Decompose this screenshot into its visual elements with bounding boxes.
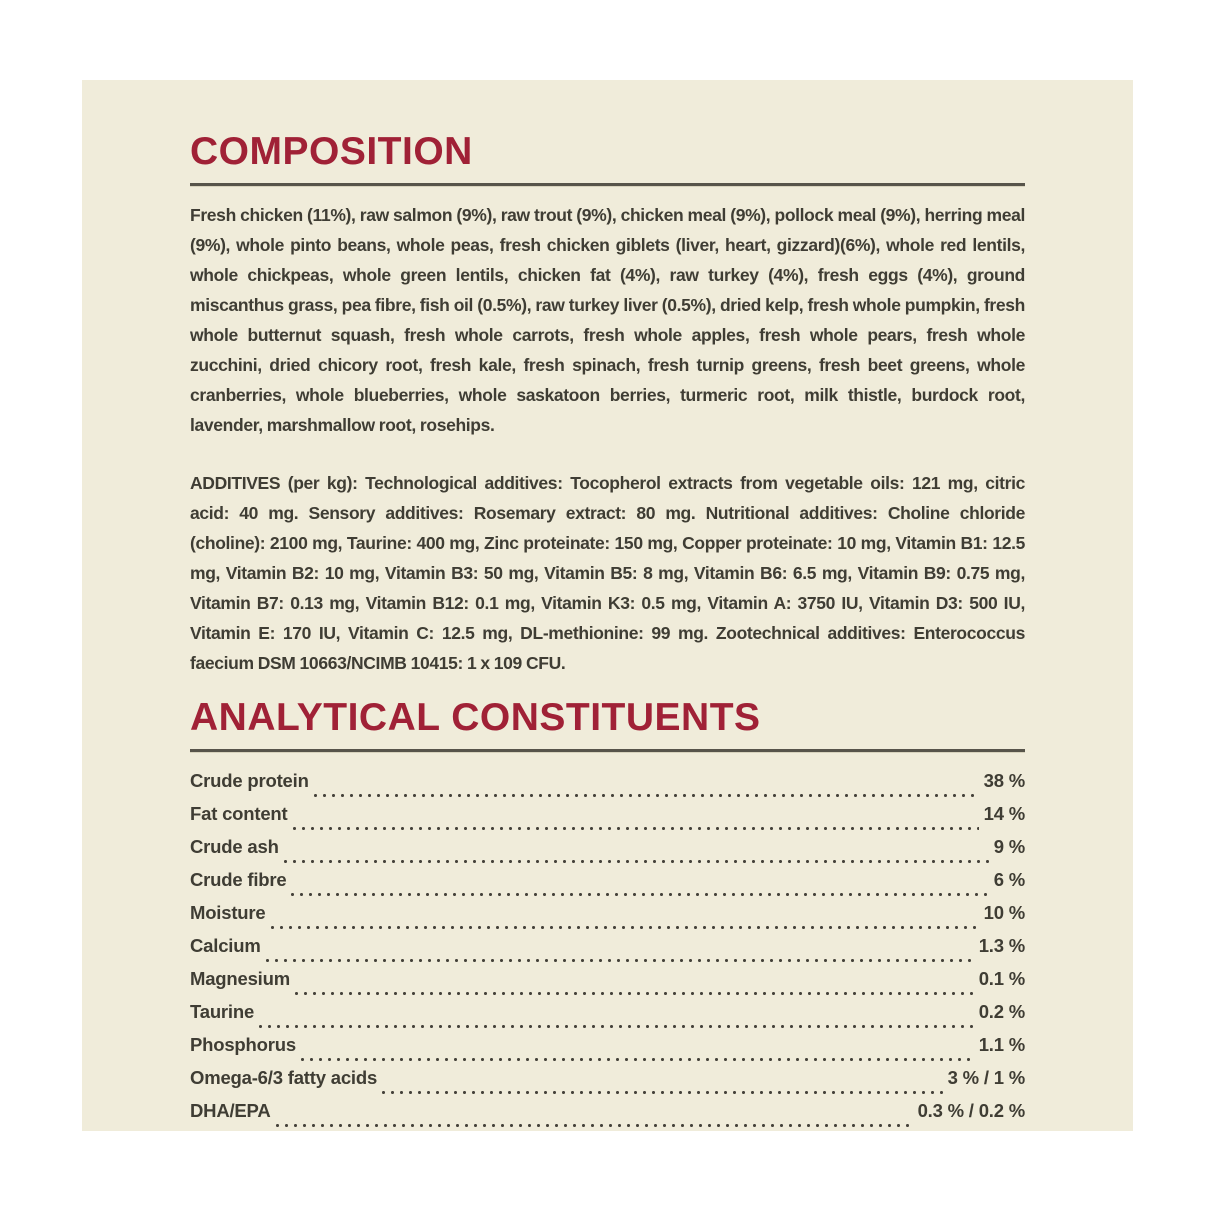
analytical-row-value: 3 % / 1 %	[947, 1067, 1025, 1088]
analytical-row-calcium	[190, 935, 1025, 968]
analytical-row-value: 14 %	[983, 803, 1025, 824]
analytical-row-value: 0.3 % / 0.2 %	[917, 1100, 1025, 1121]
analytical-row-phosphorus	[190, 1034, 1025, 1067]
analytical-row-moisture	[190, 902, 1025, 935]
dotted-leader	[314, 783, 979, 803]
analytical-row-value: 38 %	[983, 770, 1025, 791]
dotted-leader	[271, 915, 979, 935]
analytical-row-value: 0.2 %	[978, 1001, 1025, 1022]
analytical-row-value: 9 %	[993, 836, 1025, 857]
label-panel	[82, 80, 1133, 1131]
analytical-row-label: Fat content	[190, 803, 288, 824]
analytical-row-crude-ash	[190, 836, 1025, 869]
dotted-leader	[259, 1014, 974, 1034]
composition-divider	[190, 183, 1025, 187]
analytical-row-dha-epa	[190, 1100, 1025, 1131]
analytical-row-label: Crude fibre	[190, 869, 287, 890]
analytical-row-label: Magnesium	[190, 968, 290, 989]
analytical-row-label: DHA/EPA	[190, 1100, 271, 1121]
analytical-row-crude-fibre	[190, 869, 1025, 902]
dotted-leader	[295, 981, 974, 1001]
analytical-row-value: 1.3 %	[978, 935, 1025, 956]
analytical-title: ANALYTICAL CONSTITUENTS	[190, 696, 761, 739]
composition-ingredients-paragraph: Fresh chicken (11%), raw salmon (9%), raw trout (9%), chicken meal (9%), pollock meal (9%), herring meal (9%), whole pinto beans, whole peas, fresh chicken giblets (liver, heart, gizzard)(6%), whole red lentils, whole chickpeas, whole green lentils, chicken fat (4%), raw turkey (4%), fresh eggs (4%), ground miscanthus grass, pea fibre, fish oil (0.5%), raw turkey liver (0.5%), dried kelp, fresh whole pumpkin, fresh whole butternut squash, fresh whole carrots, fresh whole apples, fresh whole pears, fresh whole zucchini, dried chicory root, fresh kale, fresh spinach, fresh turnip greens, fresh beet greens, whole cranberries, whole blueberries, whole saskatoon berries, turmeric root, milk thistle, burdock root, lavender, marshmallow root, rosehips.	[190, 205, 1025, 435]
analytical-row-label: Taurine	[190, 1001, 255, 1022]
dotted-leader	[284, 849, 989, 869]
analytical-row-label: Crude ash	[190, 836, 279, 857]
analytical-row-value: 0.1 %	[978, 968, 1025, 989]
analytical-row-magnesium	[190, 968, 1025, 1001]
analytical-row-label: Omega-6/3 fatty acids	[190, 1067, 378, 1088]
analytical-divider	[190, 749, 1025, 753]
analytical-row-label: Phosphorus	[190, 1034, 296, 1055]
analytical-table	[190, 770, 1025, 1131]
analytical-row-omega-fatty-acids	[190, 1067, 1025, 1100]
analytical-row-taurine	[190, 1001, 1025, 1034]
analytical-row-label: Calcium	[190, 935, 261, 956]
analytical-row-value: 6 %	[993, 869, 1025, 890]
analytical-row-label: Crude protein	[190, 770, 309, 791]
dotted-leader	[293, 816, 979, 836]
dotted-leader	[276, 1113, 913, 1131]
analytical-row-value: 10 %	[983, 902, 1025, 923]
analytical-row-label: Moisture	[190, 902, 266, 923]
composition-title: COMPOSITION	[190, 130, 473, 173]
analytical-row-value: 1.1 %	[978, 1034, 1025, 1055]
dotted-leader	[291, 882, 988, 902]
analytical-row-crude-protein	[190, 770, 1025, 803]
additives-paragraph: ADDITIVES (per kg): Technological additives: Tocopherol extracts from vegetable oils: 121 mg, citric acid: 40 mg. Sensory additives: Rosemary extract: 80 mg. Nutritional additives: Choline chloride (choline): 2100 mg, Taurine: 400 mg, Zinc proteinate: 150 mg, Copper proteinate: 10 mg, Vitamin B1: 12.5 mg, Vitamin B2: 10 mg, Vitamin B3: 50 mg, Vitamin B5: 8 mg, Vitamin B6: 6.5 mg, Vitamin B9: 0.75 mg, Vitamin B7: 0.13 mg, Vitamin B12: 0.1 mg, Vitamin K3: 0.5 mg, Vitamin A: 3750 IU, Vitamin D3: 500 IU, Vitamin E: 170 IU, Vitamin C: 12.5 mg, DL-methionine: 99 mg. Zootechnical additives: Enterococcus faecium DSM 10663/NCIMB 10415: 1 x 109 CFU.	[190, 473, 1025, 673]
dotted-leader	[266, 948, 974, 968]
dotted-leader	[301, 1047, 974, 1067]
dotted-leader	[382, 1080, 943, 1100]
analytical-row-fat-content	[190, 803, 1025, 836]
